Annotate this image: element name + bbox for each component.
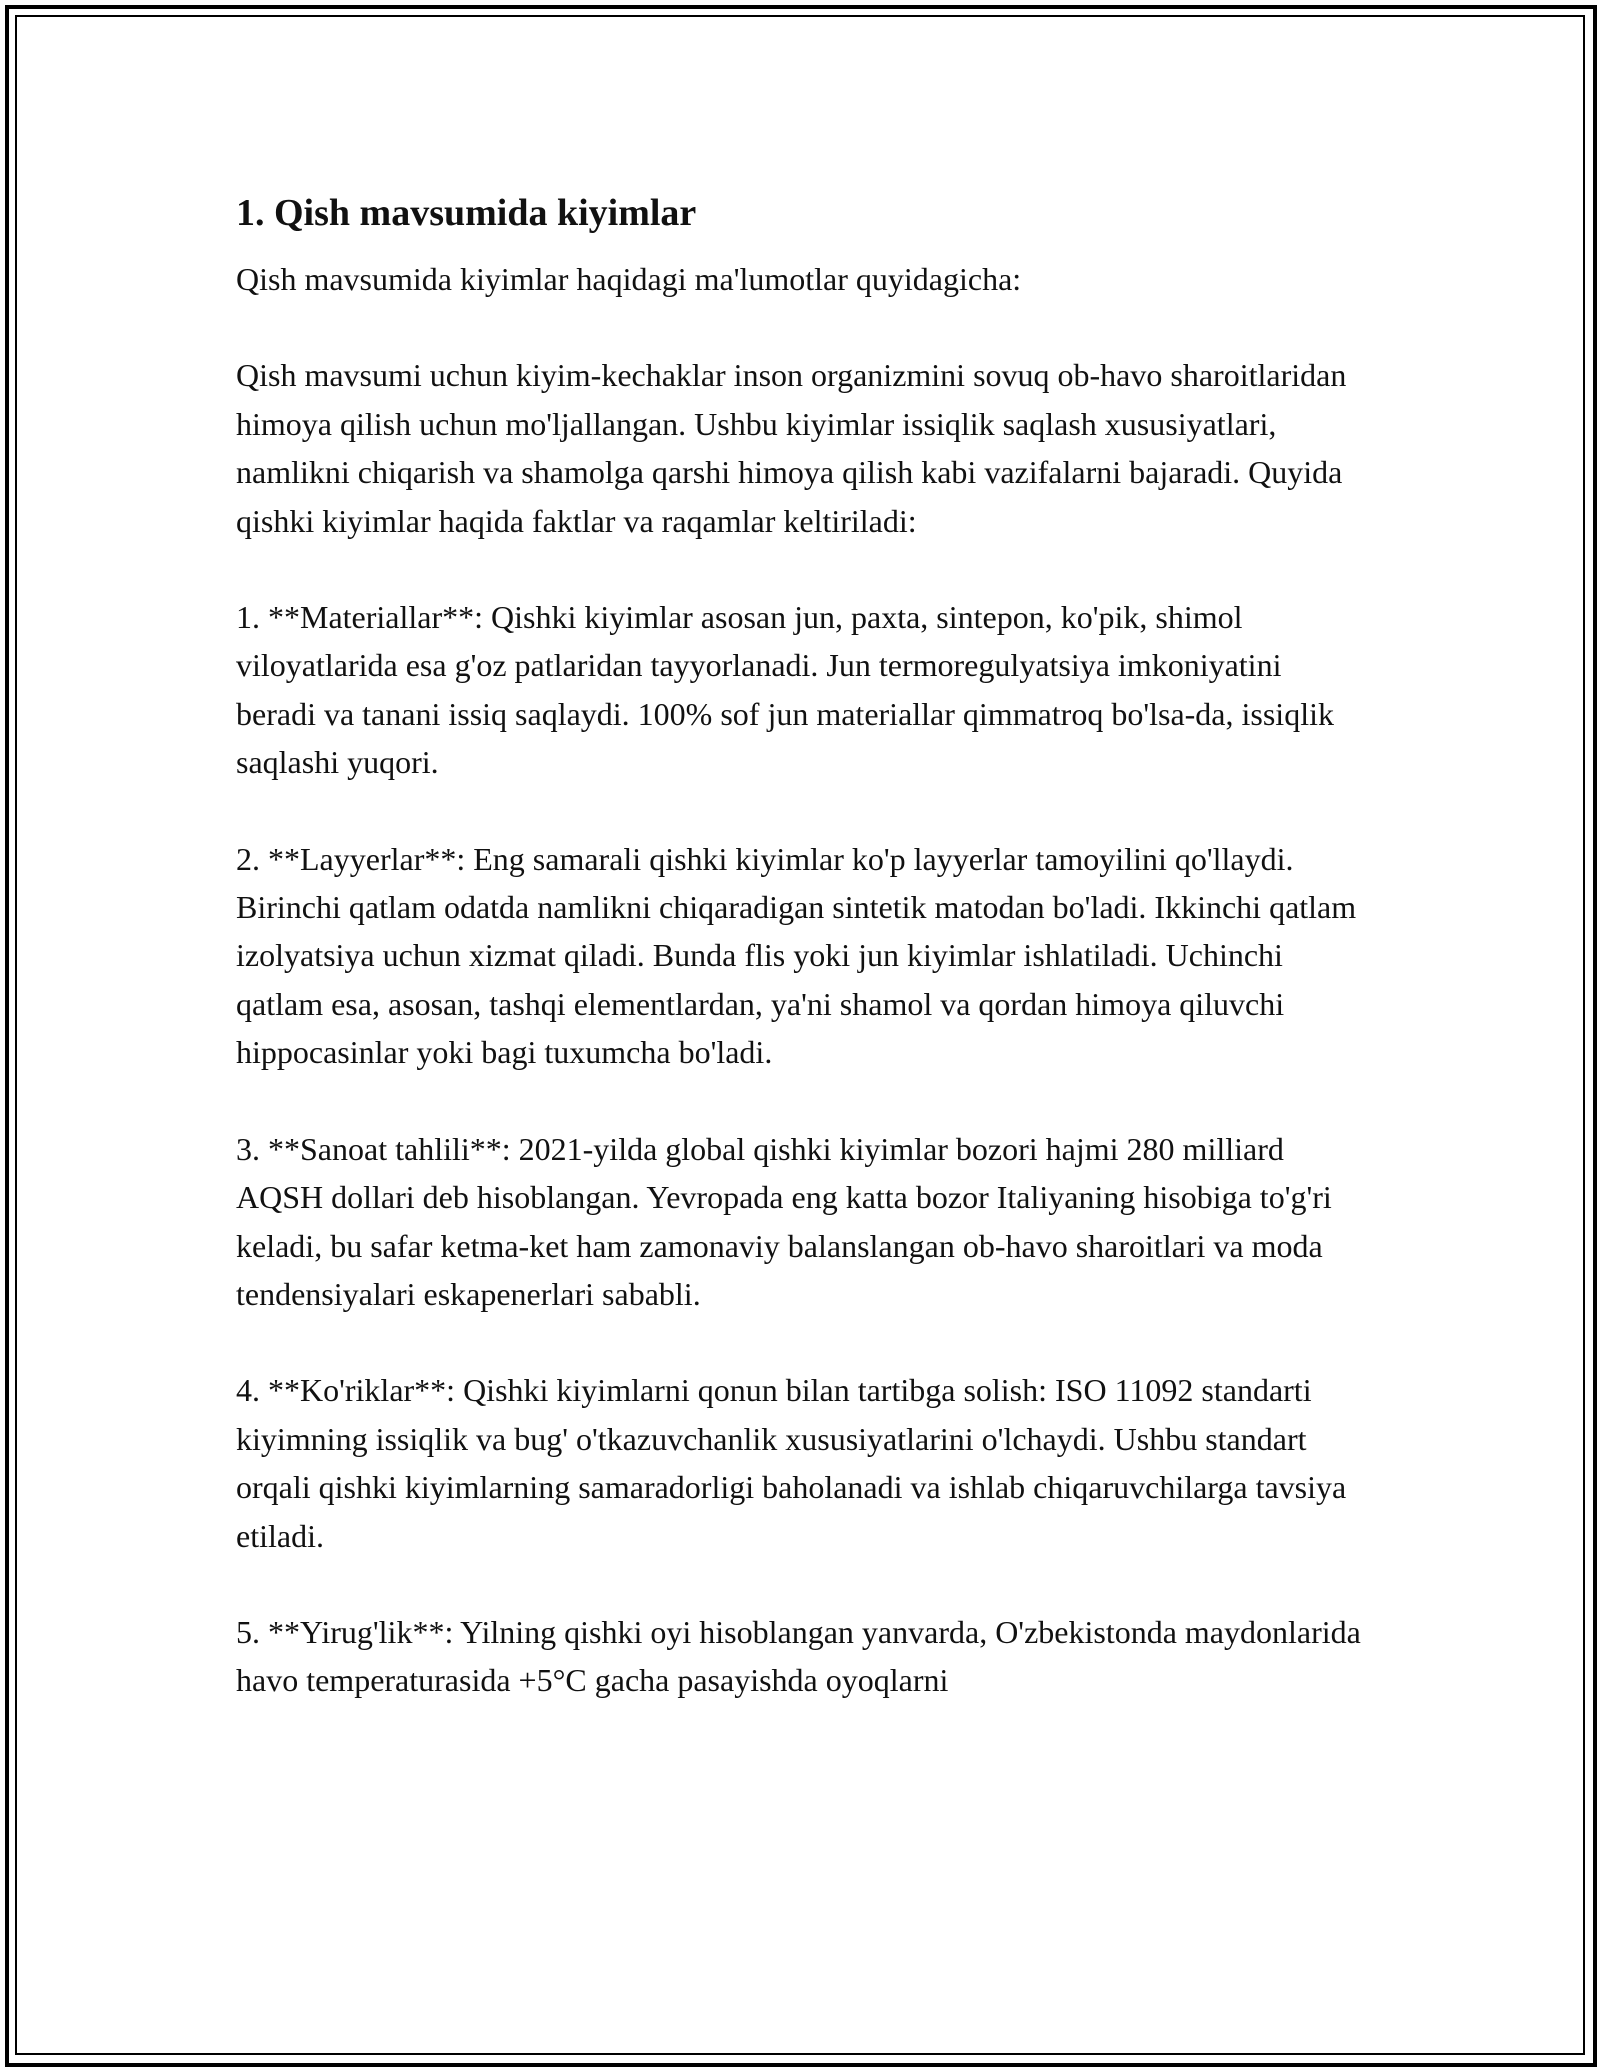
paragraph-overview: Qish mavsumi uchun kiyim-kechaklar inson organizmini sovuq ob-havo sharoitlaridan himoya qilish uchun mo'ljallangan. Ushbu kiyimlar issiqlik saqlash xususiyatlari, namlikni chiqarish va shamolga qarshi himoya qilish kabi vazifalarni bajaradi. Quyida qishki kiyimlar haqida faktlar va raqamlar keltiriladi: bbox=[236, 357, 1347, 539]
section-heading: 1. Qish mavsumida kiyimlar bbox=[236, 192, 697, 234]
paragraph-layers: 2. **Layyerlar**: Eng samarali qishki kiyimlar ko'p layyerlar tamoyilini qo'llaydi. Birinchi qatlam odatda namlikni chiqaradigan sintetik matodan bo'ladi. Ikkinchi qatlam izolyatsiya uchun xizmat qiladi. Bunda flis yoki jun kiyimlar ishlatiladi. Uchinchi qatlam esa, asosan, tashqi elementlardan, ya'ni shamol va qordan himoya qiluvchi hippocasinlar yoki bagi tuxumcha bo'ladi. bbox=[236, 840, 1357, 1071]
document-body bbox=[236, 185, 1366, 1705]
paragraph-industry-analysis: 3. **Sanoat tahlili**: 2021-yilda global qishki kiyimlar bozori hajmi 280 milliard AQSH dollari deb hisoblangan. Yevropada eng katta bozor Italiyaning hisobiga to'g'ri keladi, bu safar ketma-ket ham zamonaviy balanslangan ob-havo sharoitlari va moda tendensiyalari eskapenerlari sababli. bbox=[236, 1130, 1332, 1312]
paragraph-materials: 1. **Materiallar**: Qishki kiyimlar asosan jun, paxta, sintepon, ko'pik, shimol viloyatlarida esa g'oz patlaridan tayyorlanadi. Jun termoregulyatsiya imkoniyatini beradi va tanani issiq saqlaydi. 100% sof jun materiallar qimmatroq bo'lsa-da, issiqlik saqlashi yuqori. bbox=[236, 599, 1334, 781]
intro-line: Qish mavsumida kiyimlar haqidagi ma'lumotlar quyidagicha: bbox=[236, 261, 1022, 297]
paragraph-weather: 5. **Yirug'lik**: Yilning qishki oyi hisoblangan yanvarda, O'zbekistonda maydonlarida havo temperaturasida +5°C gacha pasayishda oyoqlarni bbox=[236, 1613, 1361, 1699]
paragraph-standards: 4. **Ko'riklar**: Qishki kiyimlarni qonun bilan tartibga solish: ISO 11092 standarti kiyimning issiqlik va bug' o'tkazuvchanlik xususiyatlarini o'lchaydi. Ushbu standart orqali qishki kiyimlarning samaradorligi baholanadi va ishlab chiqaruvchilarga tavsiya etiladi. bbox=[236, 1372, 1347, 1554]
